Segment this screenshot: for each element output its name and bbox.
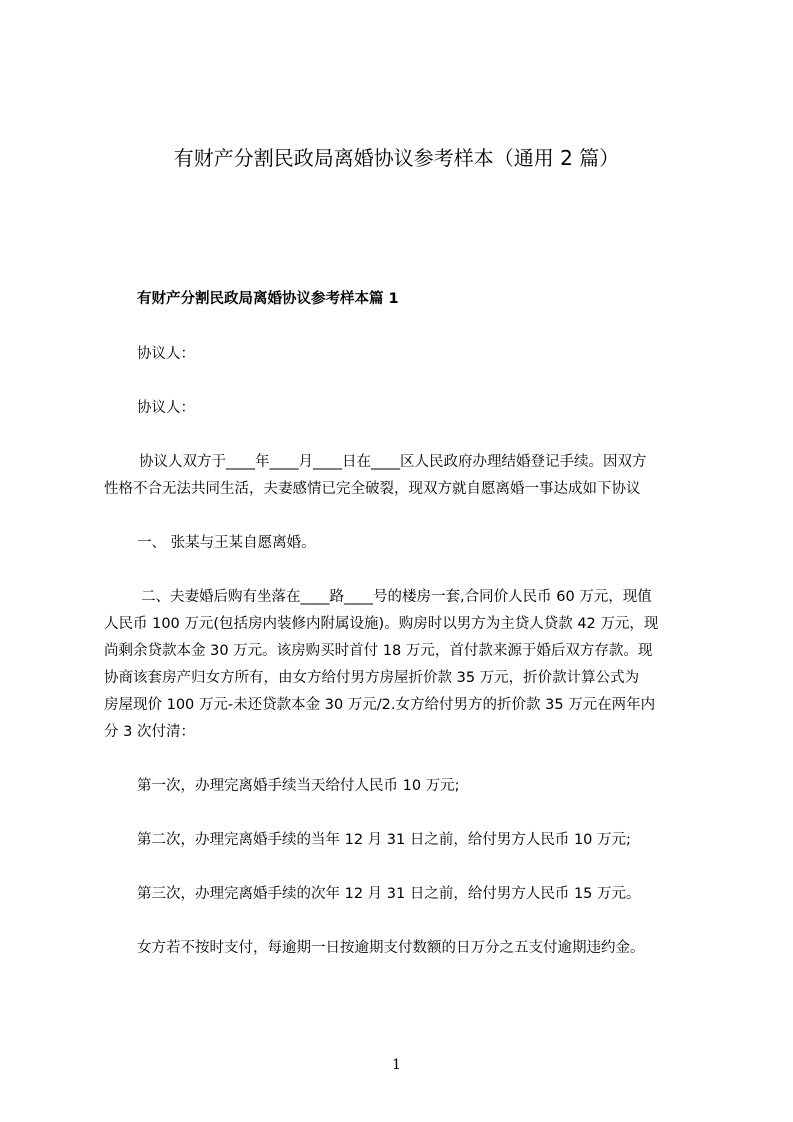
section-heading: 有财产分割民政局离婚协议参考样本篇 1 — [137, 291, 399, 307]
penalty-clause: 女方若不按时支付，每逾期一日按逾期支付数额的日万分之五支付逾期违约金。 — [137, 940, 645, 956]
paragraph-line: 协议人双方于____年____月____日在____区人民政府办理结婚登记手续。因双方 — [139, 454, 647, 470]
payment-2: 第二次，办理完离婚手续的当年 12 月 31 日之前，给付男方人民币 10 万元; — [137, 832, 631, 848]
clause-1: 一、 张某与王某自愿离婚。 — [137, 535, 316, 551]
clause-2-line: 协商该套房产归女方所有，由女方给付男方房屋折价款 35 万元，折价款计算公式为 — [104, 670, 640, 686]
clause-2-line: 人民币 100 万元(包括房内装修内附属设施)。购房时以男方为主贷人贷款 42 万元，现 — [104, 616, 659, 632]
party-label-2: 协议人： — [137, 400, 195, 416]
party-label-1: 协议人： — [137, 346, 195, 362]
payment-3: 第三次，办理完离婚手续的次年 12 月 31 日之前，给付男方人民币 15 万元。 — [137, 886, 641, 902]
document-title: 有财产分割民政局离婚协议参考样本（通用 2 篇） — [173, 146, 620, 170]
paragraph-line: 性格不合无法共同生活，夫妻感情已完全破裂，现双方就自愿离婚一事达成如下协议 — [104, 481, 641, 497]
clause-2-line: 分 3 次付清： — [104, 724, 195, 740]
payment-1: 第一次，办理完离婚手续当天给付人民币 10 万元; — [137, 778, 460, 794]
clause-2-line: 二、夫妻婚后购有坐落在____路____号的楼房一套,合同价人民币 60 万元，现值 — [141, 589, 652, 605]
page-number: 1 — [392, 1057, 401, 1073]
clause-2-line: 房屋现价 100 万元-未还贷款本金 30 万元/2.女方给付男方的折价款 35 万元在两年内 — [104, 697, 656, 713]
clause-2-line: 尚剩余贷款本金 30 万元。该房购买时首付 18 万元，首付款来源于婚后双方存款。现 — [104, 643, 653, 659]
